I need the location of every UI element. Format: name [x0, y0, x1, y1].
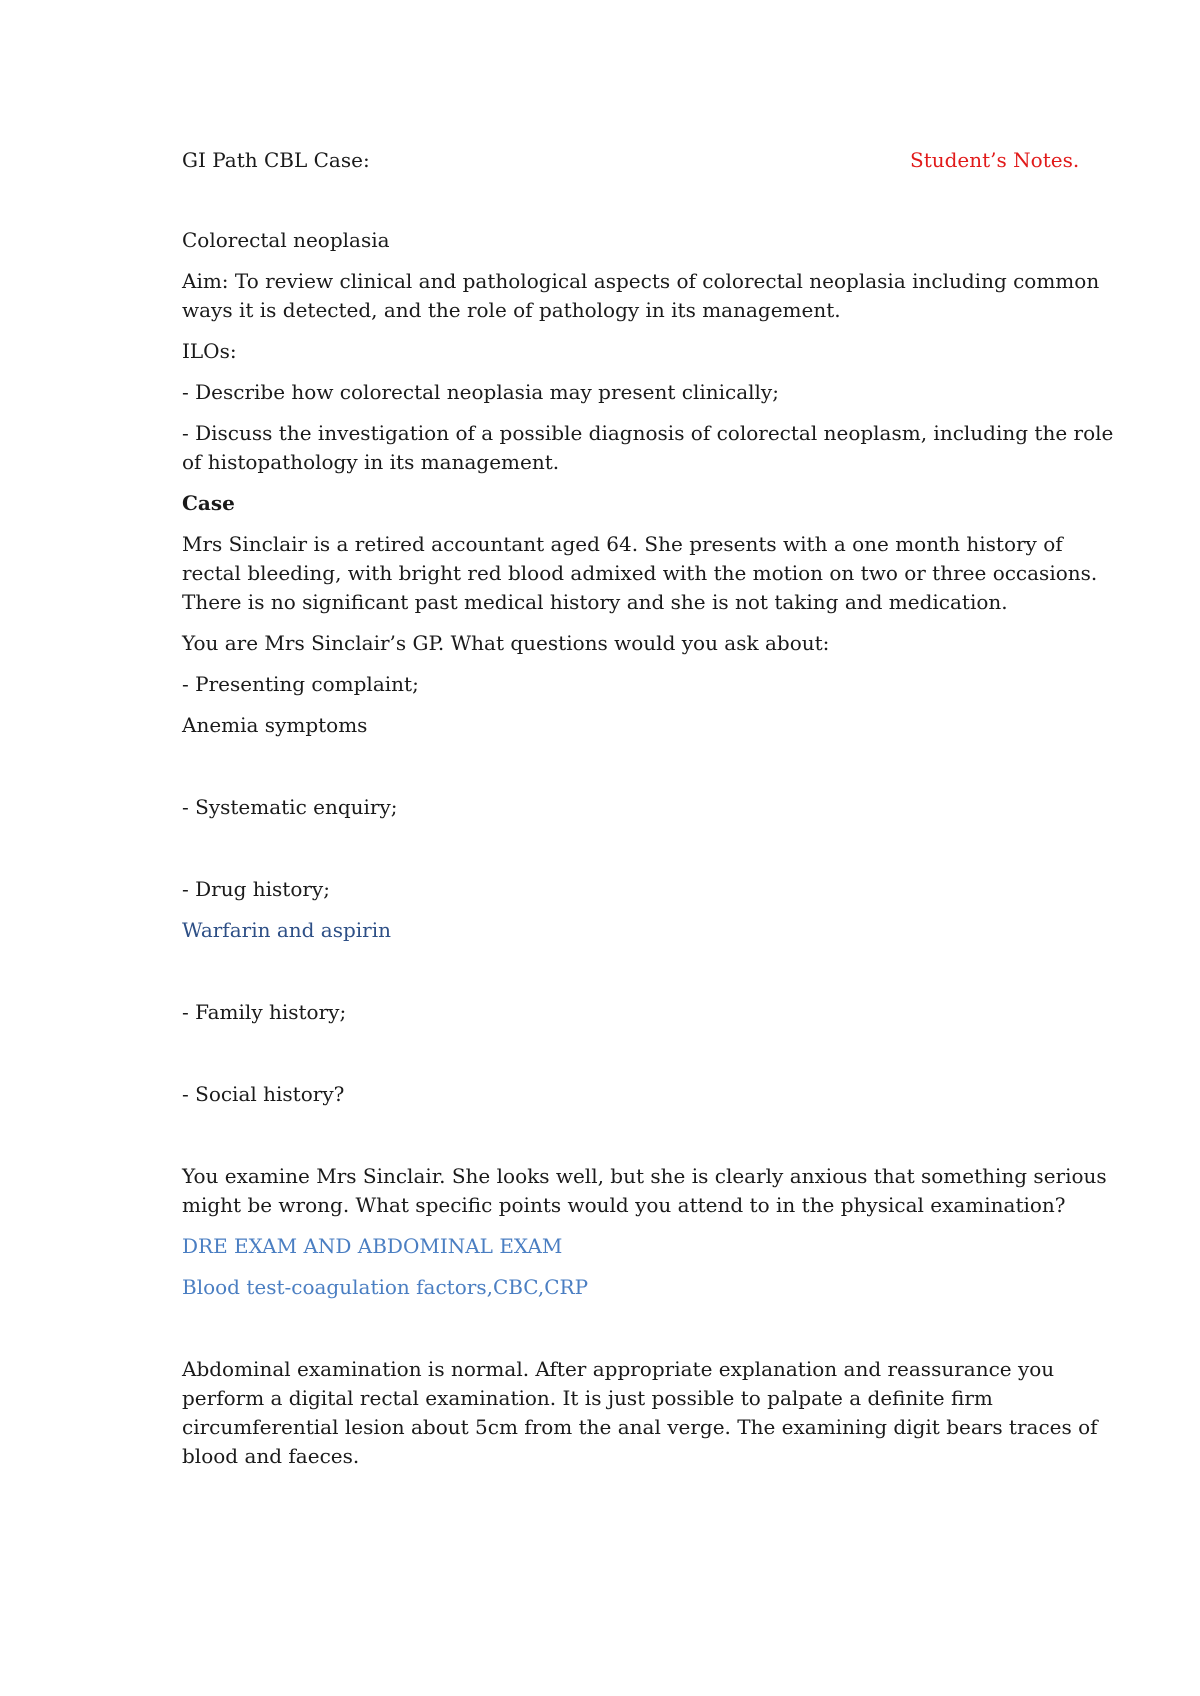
- student-answer: Blood test-coagulation factors,CBC,CRP: [182, 1275, 589, 1299]
- blank-line: [182, 957, 1127, 986]
- question-item: - Presenting complaint;: [182, 672, 419, 696]
- blank-line: [182, 1039, 1127, 1068]
- student-answer: Warfarin and aspirin: [182, 918, 392, 942]
- exam-paragraph: You examine Mrs Sinclair. She looks well, but she is clearly anxious that something serious might be wrong. What specific points would you attend to in the physical examination?: [182, 1164, 1107, 1217]
- case-heading: Case: [182, 491, 235, 515]
- question-item: - Social history?: [182, 1082, 345, 1106]
- topic-title: Colorectal neoplasia: [182, 228, 390, 252]
- student-answer: DRE EXAM AND ABDOMINAL EXAM: [182, 1234, 563, 1258]
- aim-paragraph: Aim: To review clinical and pathological aspects of colorectal neoplasia including common ways it is detected, and the role of pathology in its management.: [182, 269, 1100, 322]
- ilos-heading: ILOs:: [182, 339, 237, 363]
- blank-line: [182, 834, 1127, 863]
- case-paragraph: Mrs Sinclair is a retired accountant aged 64. She presents with a one month history of rectal bleeding, with bright red blood admixed with the motion on two or three occasions. There is no significant past medical history and she is not taking and medication.: [182, 532, 1098, 614]
- case-title: GI Path CBL Case:: [182, 148, 370, 172]
- question-item: - Systematic enquiry;: [182, 795, 398, 819]
- student-answer: Anemia symptoms: [182, 713, 368, 737]
- students-notes-label: Student’s Notes.: [910, 148, 1080, 172]
- header-row: [182, 148, 1082, 178]
- ilo-item: - Discuss the investigation of a possible diagnosis of colorectal neoplasm, including the role of histopathology in its management.: [182, 421, 1114, 474]
- gp-question: You are Mrs Sinclair’s GP. What questions would you ask about:: [182, 631, 830, 655]
- abdominal-paragraph: Abdominal examination is normal. After appropriate explanation and reassurance you perform a digital rectal examination. It is just possible to palpate a definite firm circumferential lesion about 5cm from the anal verge. The examining digit bears traces of blood and faeces.: [182, 1357, 1098, 1468]
- blank-line: [182, 1314, 1127, 1343]
- ilo-item: - Describe how colorectal neoplasia may present clinically;: [182, 380, 779, 404]
- document-body: [182, 226, 1127, 1483]
- question-item: - Family history;: [182, 1000, 347, 1024]
- blank-line: [182, 1121, 1127, 1150]
- question-item: - Drug history;: [182, 877, 330, 901]
- blank-line: [182, 752, 1127, 781]
